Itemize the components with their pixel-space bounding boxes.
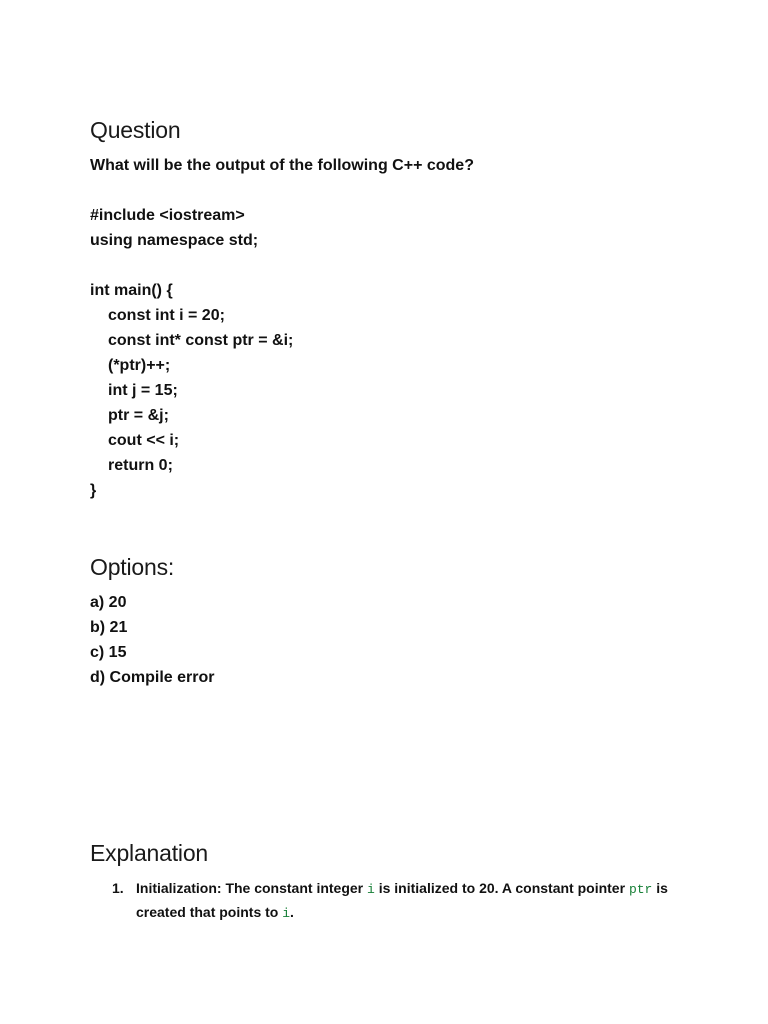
option-item-a: a) 20 xyxy=(90,594,127,611)
explanation-text: is created that points to xyxy=(136,880,668,920)
code-line: return 0; xyxy=(108,457,173,474)
explanation-text: . xyxy=(290,904,294,920)
code-line: using namespace std; xyxy=(90,232,259,249)
explanation-list xyxy=(112,877,672,925)
question-prompt: What will be the output of the following C++ code? xyxy=(90,157,474,174)
code-line: cout << i; xyxy=(108,432,180,449)
code-line: ptr = &j; xyxy=(108,407,169,424)
option-item-b: b) 21 xyxy=(90,619,128,636)
explanation-heading: Explanation xyxy=(90,840,208,866)
code-line: int j = 15; xyxy=(108,382,178,399)
option-item-c: c) 15 xyxy=(90,644,127,661)
inline-code: ptr xyxy=(628,882,653,897)
list-number: 1. xyxy=(112,880,124,896)
code-line: int main() { xyxy=(90,282,173,299)
inline-code: i xyxy=(282,906,291,921)
inline-code: i xyxy=(367,882,375,897)
option-item-d: d) Compile error xyxy=(90,669,215,686)
code-line: } xyxy=(90,482,97,499)
code-line: const int* const ptr = &i; xyxy=(108,332,294,349)
options-heading: Options: xyxy=(90,554,175,580)
code-line: #include <iostream> xyxy=(90,207,245,224)
explanation-item xyxy=(112,877,672,925)
question-heading: Question xyxy=(90,117,181,143)
code-line: (*ptr)++; xyxy=(108,357,171,374)
explanation-text: Initialization: The constant integer xyxy=(136,880,368,896)
explanation-text: is initialized to 20. A constant pointer xyxy=(374,880,629,896)
code-line: const int i = 20; xyxy=(108,307,225,324)
